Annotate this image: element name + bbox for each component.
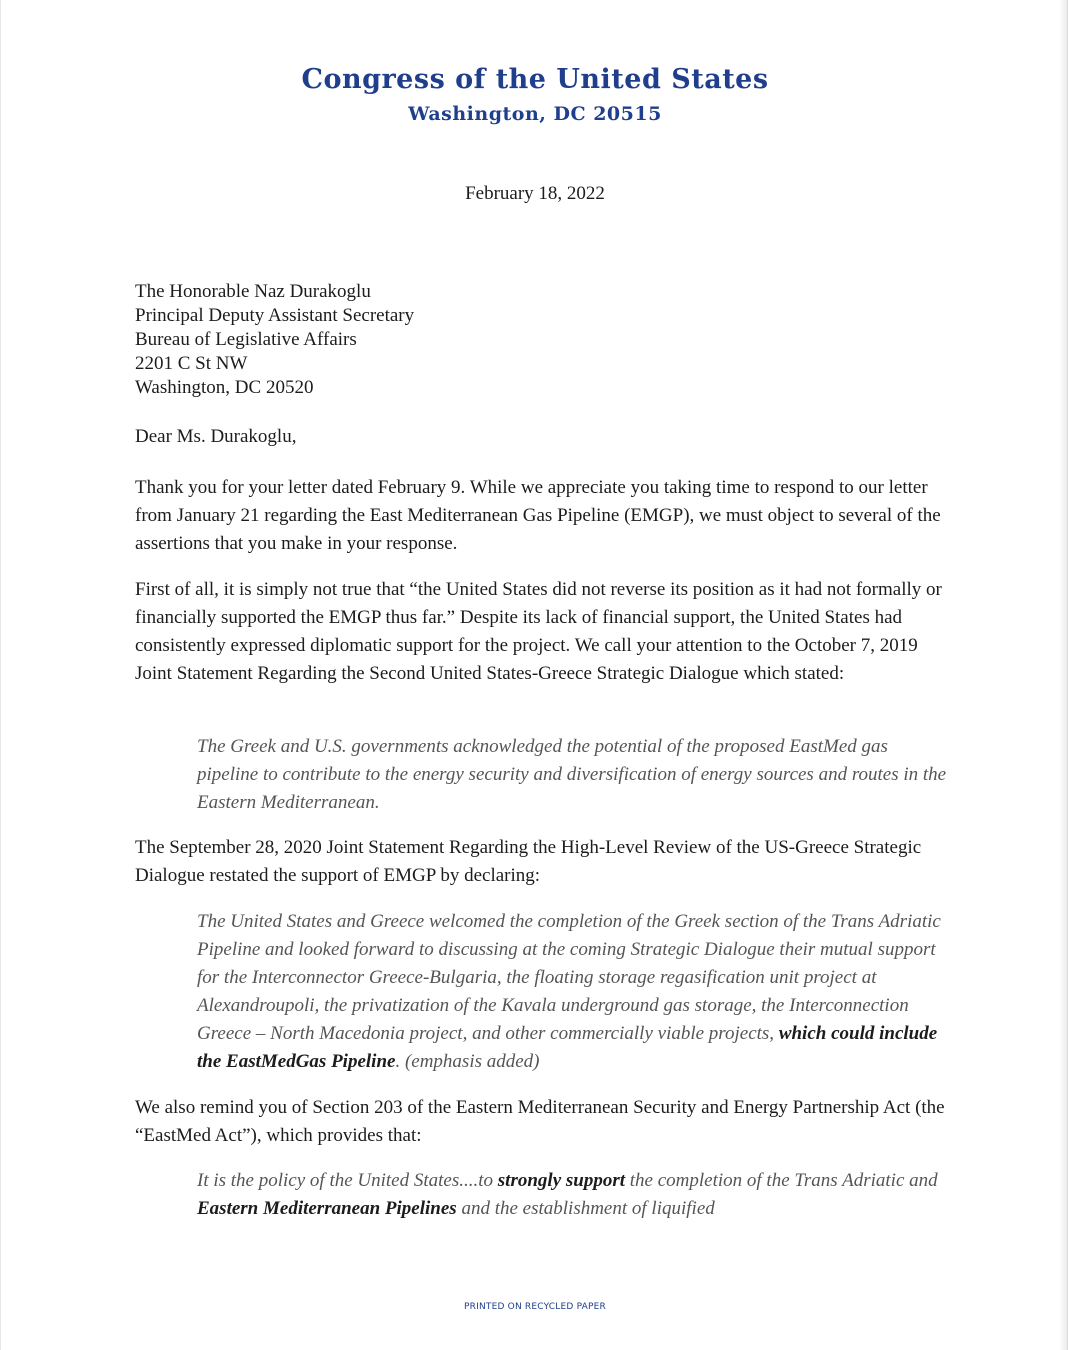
letterhead-subtitle: Washington, DC 20515 xyxy=(408,103,662,125)
quote-2-end: . (emphasis added) xyxy=(395,1051,540,1072)
quote-3-part-b: the completion of the Trans Adriatic and xyxy=(625,1170,938,1191)
salutation: Dear Ms. Durakoglu, xyxy=(135,426,297,447)
quote-2-text: The United States and Greece welcomed the completion of the Greek section of the Trans Adriatic Pipeline and looked forward to discussing at the coming Strategic Dialogue their mutual support for the Interconnector Greece-Bulgaria, the floating storage regasification unit project at Alexandroupoli, the privatization of the Kavala underground gas storage, the Interconnection Greece – North Macedonia project, and other commercially viable projects, xyxy=(197,911,941,1044)
quote-1: The Greek and U.S. governments acknowledged the potential of the proposed EastMed gas pipeline to contribute to the energy security and diversification of energy sources and routes in the Eastern Mediterranean. xyxy=(197,736,947,813)
recipient-name: The Honorable Naz Durakoglu xyxy=(135,281,371,302)
letterhead-title: Congress of the United States xyxy=(301,64,769,95)
quote-3 xyxy=(197,1167,947,1223)
recipient-address xyxy=(135,280,414,400)
recipient-street: 2201 C St NW xyxy=(135,353,248,374)
letter-date: February 18, 2022 xyxy=(465,183,605,204)
recipient-title: Principal Deputy Assistant Secretary xyxy=(135,305,415,326)
quote-3-part-a: It is the policy of the United States....to xyxy=(197,1170,498,1191)
quote-3-emphasis-2: Eastern Mediterranean Pipelines xyxy=(197,1198,457,1219)
quote-3-emphasis-1: strongly support xyxy=(497,1170,626,1191)
letterhead xyxy=(1,60,1068,128)
paragraph-1: Thank you for your letter dated February 9. While we appreciate you taking time to respond to our letter from January 21 regarding the East Mediterranean Gas Pipeline (EMGP), we must object to several of the assertions that you make in your response. xyxy=(135,477,941,554)
paragraph-3: The September 28, 2020 Joint Statement Regarding the High-Level Review of the US-Greece Strategic Dialogue restated the support of EMGP by declaring: xyxy=(135,837,922,886)
recycled-paper-footer: PRINTED ON RECYCLED PAPER xyxy=(464,1302,606,1312)
paragraph-2: First of all, it is simply not true that “the United States did not reverse its position as it had not formally or financially supported the EMGP thus far.” Despite its lack of financial support, the United States had consistently expressed diplomatic support for the project. We call your attention to the October 7, 2019 Joint Statement Regarding the Second United States-Greece Strategic Dialogue which stated: xyxy=(135,579,942,684)
recipient-bureau: Bureau of Legislative Affairs xyxy=(135,329,357,350)
quote-2 xyxy=(197,908,947,1076)
quote-2-emphasis: which could include the EastMedGas Pipeline xyxy=(197,1023,938,1072)
recipient-city: Washington, DC 20520 xyxy=(135,377,314,398)
paragraph-4: We also remind you of Section 203 of the Eastern Mediterranean Security and Energy Partnership Act (the “EastMed Act”), which provides that: xyxy=(135,1097,945,1146)
quote-3-part-c: and the establishment of liquified xyxy=(456,1198,715,1219)
